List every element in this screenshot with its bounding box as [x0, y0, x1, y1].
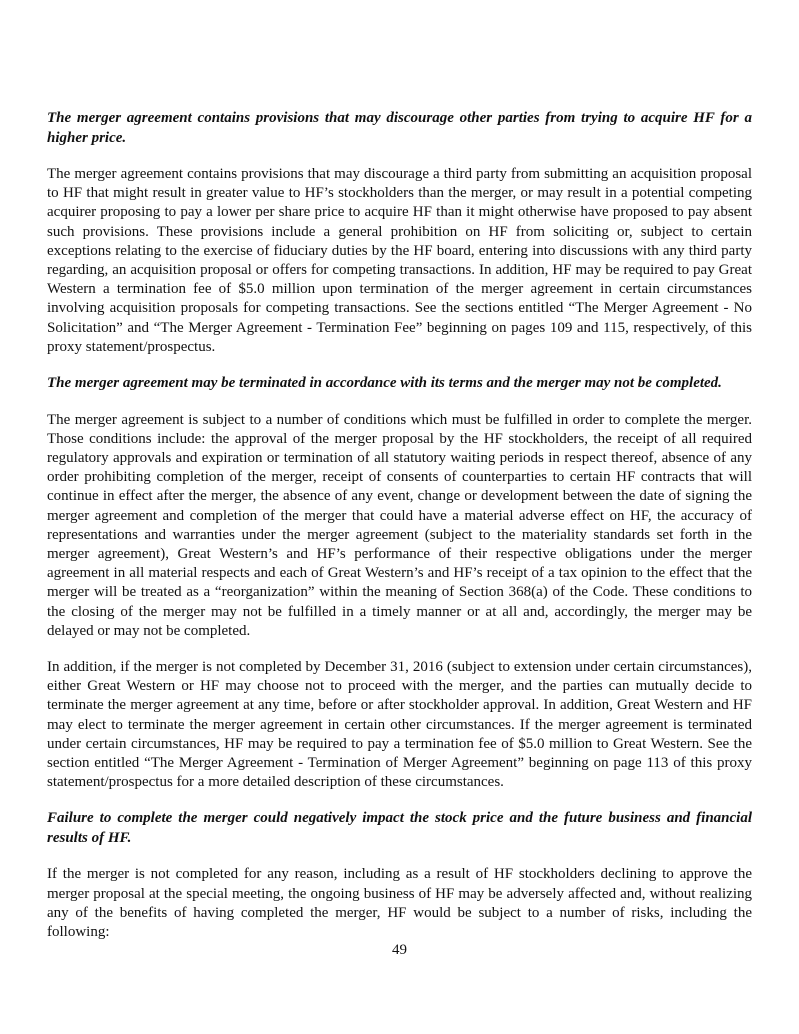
paragraph: The merger agreement contains provisions that may discourage a third party from submitting an acquisition proposal to HF that might result in greater value to HF’s stockholders than the merger, or may result in a potential competing acquirer proposing to pay a lower per share price to acquire HF than it might otherwise have proposed to pay absent such provisions. These provisions include a general prohibition on HF from soliciting or, subject to certain exceptions relating to the exercise of fiduciary duties by the HF board, entering into discussions with any third party regarding, an acquisition proposal or offers for competing transactions. In addition, HF may be required to pay Great Western a termination fee of $5.0 million upon termination of the merger agreement in certain circumstances involving acquisition proposals for competing transactions. See the sections entitled “The Merger Agreement - No Solicitation” and “The Merger Agreement - Termination Fee” beginning on pages 109 and 115, respectively, of this proxy statement/prospectus. — [47, 166, 752, 355]
section-heading: The merger agreement contains provisions that may discourage other parties from trying to acquire HF for a higher price. — [47, 110, 752, 146]
section-heading: The merger agreement may be terminated in accordance with its terms and the merger may not be completed. — [47, 375, 722, 392]
page-number: 49 — [392, 942, 407, 958]
section-heading: Failure to complete the merger could negatively impact the stock price and the future business and financial results of HF. — [47, 810, 752, 846]
paragraph: The merger agreement is subject to a number of conditions which must be fulfilled in order to complete the merger. Those conditions include: the approval of the merger proposal by the HF stockholders, the receipt of all required regulatory approvals and expiration or termination of all statutory waiting periods in respect thereof, absence of any order prohibiting completion of the merger, receipt of consents of counterparties to certain HF contracts that will continue in effect after the merger, the absence of any event, change or development between the date of signing the merger agreement and completion of the merger that could have a material adverse effect on HF, the accuracy of representations and warranties under the merger agreement (subject to the materiality standards set forth in the merger agreement), Great Western’s and HF’s performance of their respective obligations under the merger agreement in all material respects and each of Great Western’s and HF’s receipt of a tax opinion to the effect that the merger will be treated as a “reorganization” within the meaning of Section 368(a) of the Code. These conditions to the closing of the merger may not be fulfilled in a timely manner or at all and, accordingly, the merger may be delayed or may not be completed. — [47, 411, 752, 639]
paragraph: In addition, if the merger is not completed by December 31, 2016 (subject to extension under certain circumstances), either Great Western or HF may choose not to proceed with the merger, and the parties can mutually decide to terminate the merger agreement at any time, before or after stockholder approval. In addition, Great Western and HF may elect to terminate the merger agreement in certain other circumstances. If the merger agreement is terminated under certain circumstances, HF may be required to pay a termination fee of $5.0 million to Great Western. See the section entitled “The Merger Agreement - Termination of Merger Agreement” beginning on page 113 of this proxy statement/prospectus for a more detailed description of these circumstances. — [47, 658, 752, 791]
paragraph: If the merger is not completed for any reason, including as a result of HF stockholders declining to approve the merger proposal at the special meeting, the ongoing business of HF may be adversely affected and, without realizing any of the benefits of having completed the merger, HF would be subject to a number of risks, including the following: — [47, 866, 752, 940]
